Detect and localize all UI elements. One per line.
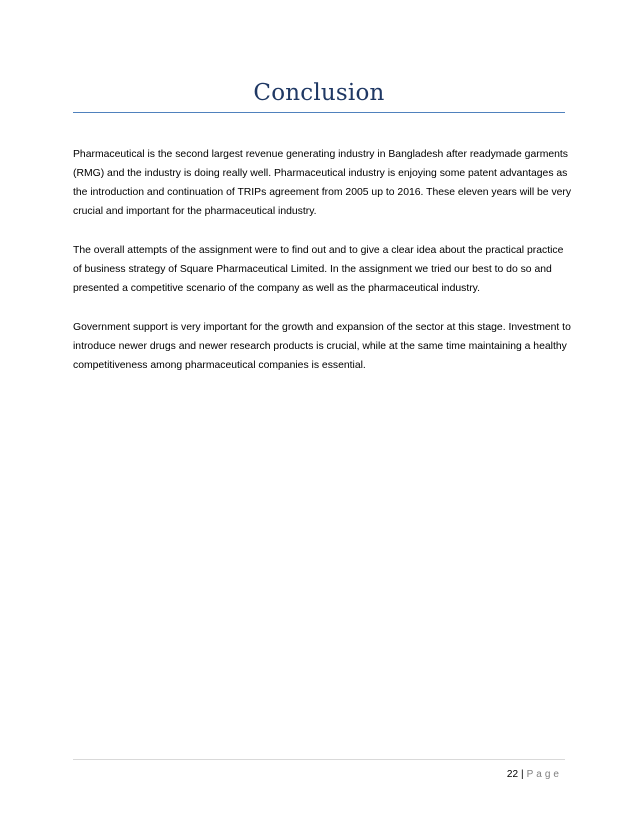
page-footer — [73, 759, 565, 786]
footer-separator: | — [521, 769, 524, 780]
paragraph-1: Pharmaceutical is the second largest revenue generating industry in Bangladesh after readymade garments (RMG) and the industry is doing really well. Pharmaceutical industry is enjoying some patent advantages as the introduction and continuation of TRIPs agreement from 2005 up to 2016. These eleven years will be very crucial and important for the pharmaceutical industry. — [73, 149, 572, 217]
page-number: 22 — [506, 769, 519, 780]
body-text — [73, 145, 573, 395]
page-title: Conclusion — [253, 80, 385, 106]
page-number-block — [507, 768, 562, 782]
page-label: Page — [526, 769, 562, 780]
title-block — [73, 78, 565, 113]
paragraph-2: The overall attempts of the assignment were to find out and to give a clear idea about the practical practice of business strategy of Square Pharmaceutical Limited. In the assignment we tried our best to do so and presented a competitive scenario of the company as well as the pharmaceutical industry. — [73, 245, 564, 294]
paragraph-3: Government support is very important for the growth and expansion of the sector at this stage. Investment to introduce newer drugs and newer research products is crucial, while at the same time maintaining a healthy competitiveness among pharmaceutical companies is essential. — [73, 322, 571, 371]
